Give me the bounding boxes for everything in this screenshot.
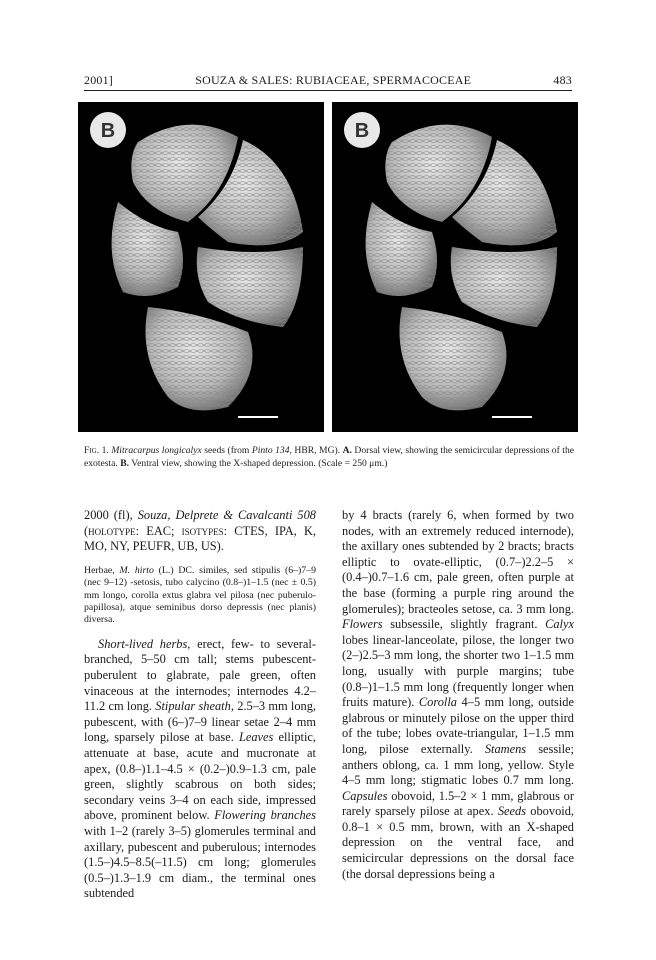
header-year: 2001] <box>84 73 113 87</box>
header-running-title: SOUZA & SALES: RUBIACEAE, SPERMACOCEAE <box>195 73 472 87</box>
seed-image-right <box>332 102 578 432</box>
caption-fig-label: Fig. 1. <box>84 445 109 456</box>
desc-2: 2.5–3 mm long, pubescent, with (6–)7–9 linear setae 2–4 mm long, sparsely pilose at base. <box>84 699 317 745</box>
r-5: sessile; anthers oblong, ca. 1 mm long, yellow. Style 4–5 mm long; stigmatic lobes 0.7 mm long. <box>342 741 574 788</box>
seeds-label: Seeds <box>497 804 527 819</box>
isotypes-label: isotypes <box>181 523 224 538</box>
type-collectors: Souza, Delprete & Cavalcanti 508 <box>137 508 316 522</box>
latin-species: M. hirto <box>119 564 154 576</box>
caption-text-2: HBR, MG). <box>291 445 343 456</box>
running-header <box>84 73 572 89</box>
flowers-label: Flowers <box>342 617 383 632</box>
calyx-label: Calyx <box>545 617 574 632</box>
type-line-4: : CTES, IPA, K, MO, NY, PEUFR, UB, US). <box>84 523 316 554</box>
seed-lobes-right <box>366 125 557 411</box>
description-paragraph <box>84 637 316 902</box>
caption-text-1: seeds (from <box>201 445 252 456</box>
r-7: obovoid, 0.8–1 × 0.5 mm, brown, with an X-shaped depression on the ventral face, and semicircular depressions on the dorsal face (the dorsal depressions being a <box>342 804 574 881</box>
caption-species: Mitracarpus longicalyx <box>111 445 202 456</box>
seed-lobes-left <box>112 125 303 411</box>
desc-lead: Short-lived herbs, <box>98 636 191 651</box>
figure-seed-micrographs <box>78 102 578 432</box>
corolla-label: Corolla <box>418 695 457 710</box>
r-1: by 4 bracts (rarely 6, when formed by two nodes, with an extremely reduced internode), the axillary ones subtended by 2 bracts; bracts elliptic to ovate-elliptic, (0.7–)2.2–5 × (0.4–)0.7–1.6 cm, pale green, often purple at the base (forming a purple ring around the glomerules); bracteoles setose, ca. 3 mm long. <box>342 508 574 616</box>
latin-diagnosis <box>84 565 316 627</box>
r-2: subsessile, slightly fragrant. <box>382 617 546 632</box>
r-6: obovoid, 1.5–2 × 1 mm, glabrous or rarely sparsely pilose at apex. <box>342 788 574 819</box>
caption-text-4: Ventral view, showing the X-shaped depression. (Scale = 250 μm.) <box>129 458 388 469</box>
left-column <box>84 508 316 902</box>
header-rule <box>84 90 572 91</box>
type-citation <box>84 508 316 555</box>
seed-photo-right <box>332 102 578 432</box>
panel-label-left: B <box>100 120 116 142</box>
stamens-label: Stamens <box>484 741 527 756</box>
desc-1: erect, few- to several-branched, 5–50 cm tall; stems pubescent-puberulent to glabrate, pale green, often vinaceous at the internodes; internodes 4.2–11.2 cm long. <box>84 636 316 714</box>
seed-photo-left <box>78 102 324 432</box>
r-3: lobes linear-lanceolate, pilose, the longer two (2–)2.5–3 mm long, the shorter two 1–1.5 mm long, usually with purple margins; tube (0.8–)1–1.5 mm long (frequently longer when fruits mature). <box>342 632 574 710</box>
capsules-label: Capsules <box>342 788 388 803</box>
caption-collector: Pinto 134, <box>251 445 292 456</box>
type-line-2: ( <box>84 523 89 538</box>
r-4: 4–5 mm long, outside glabrous or minutely pilose on the upper third of the tube; lobes ovate-triangular, 1–1.5 mm long, pilose externally. <box>342 695 574 756</box>
type-line-1: 2000 (fl), <box>84 508 138 522</box>
flowering-label: Flowering branches <box>214 808 316 823</box>
desc-4: with 1–2 (rarely 3–5) glomerules terminal and axillary, pubescent and puberulous; internodes (1.5–)4.5–8.5(–11.5) cm long; glomerules (0.5–)1.3–1.9 cm diam., the terminal ones subtended <box>84 823 316 901</box>
caption-text-3: Dorsal view, showing the semicircular depressions of the exotesta. <box>84 445 574 469</box>
desc-3: elliptic, attenuate at base, acute and mucronate at apex, (0.8–)1.1–4.5 × (0.2–)0.9–1.3 cm, pale green, slightly scabrous on both sides; secondary veins 3–4 on each side, impressed above, prominent below. <box>84 730 316 823</box>
header-page-number: 483 <box>553 73 572 87</box>
scale-bar-right <box>492 416 532 418</box>
caption-b: B. <box>120 458 130 469</box>
latin-1: Herbae, <box>84 564 120 576</box>
leaves-label: Leaves <box>238 730 274 745</box>
description-continued <box>342 508 574 882</box>
latin-2: (L.) DC. similes, sed stipulis (6–)7–9 (nec 9–12) -setosis, tubo calycino (0.8–)1–1.5 (nec ± 0.5) mm longo, corolla extus glabra vel pilosa (nec puberulo-papillosa), atque seminibus dorso depressis (nec planis) diversa. <box>84 564 316 626</box>
figure-caption <box>84 444 574 470</box>
holotype-label: holotype <box>88 523 136 538</box>
seed-image-left <box>78 102 324 432</box>
stipular-label: Stipular sheath, <box>155 699 234 714</box>
caption-a: A. <box>342 445 352 456</box>
right-column <box>342 508 574 882</box>
scale-bar-left <box>238 416 278 418</box>
panel-label-right: B <box>354 120 370 142</box>
type-line-3: : EAC; <box>135 523 182 538</box>
